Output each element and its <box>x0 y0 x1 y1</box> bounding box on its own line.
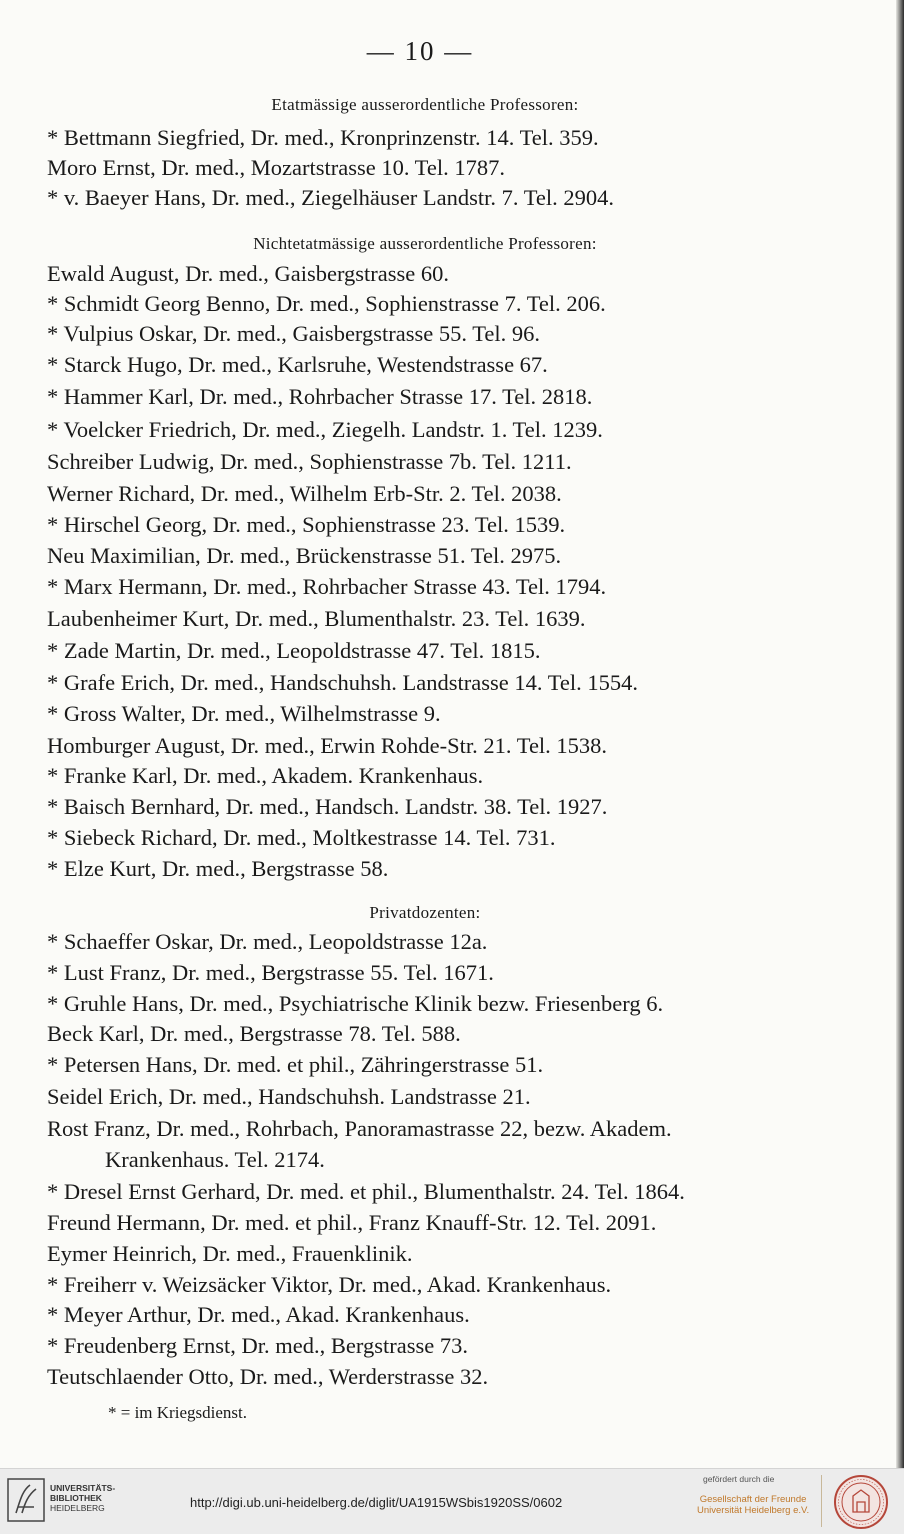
list-item: * Lust Franz, Dr. med., Bergstrasse 55. Tel. 1671. <box>47 960 494 985</box>
library-name-line: HEIDELBERG <box>50 1503 105 1513</box>
list-item: * Hammer Karl, Dr. med., Rohrbacher Strasse 17. Tel. 2818. <box>47 384 593 409</box>
library-name-line: UNIVERSITÄTS- <box>50 1483 116 1493</box>
list-item: Homburger August, Dr. med., Erwin Rohde-Str. 21. Tel. 1538. <box>47 733 608 758</box>
list-item: * Petersen Hans, Dr. med. et phil., Zähringerstrasse 51. <box>47 1052 544 1077</box>
list-item: Ewald August, Dr. med., Gaisbergstrasse 60. <box>47 261 450 286</box>
list-item: Neu Maximilian, Dr. med., Brückenstrasse 51. Tel. 2975. <box>47 543 562 568</box>
list-item: * Baisch Bernhard, Dr. med., Handsch. Landstr. 38. Tel. 1927. <box>47 794 608 819</box>
list-item: * Elze Kurt, Dr. med., Bergstrasse 58. <box>47 856 389 881</box>
sponsor-name-line: Universität Heidelberg e.V. <box>697 1505 810 1516</box>
list-item: * Franke Karl, Dr. med., Akadem. Krankenhaus. <box>47 763 484 788</box>
list-item: Freund Hermann, Dr. med. et phil., Franz Knauff-Str. 12. Tel. 2091. <box>47 1210 657 1235</box>
list-item: * v. Baeyer Hans, Dr. med., Ziegelhäuser Landstr. 7. Tel. 2904. <box>47 185 615 210</box>
list-item: Beck Karl, Dr. med., Bergstrasse 78. Tel. 588. <box>47 1021 461 1046</box>
list-item: * Gross Walter, Dr. med., Wilhelmstrasse 9. <box>47 701 441 726</box>
library-name-line: BIBLIOTHEK <box>50 1493 102 1503</box>
sponsor-name-line: Gesellschaft der Freunde <box>699 1494 807 1505</box>
list-item: * Gruhle Hans, Dr. med., Psychiatrische Klinik bezw. Friesenberg 6. <box>47 991 664 1016</box>
sponsor-name <box>697 1494 809 1516</box>
section-heading: Privatdozenten: <box>369 903 481 922</box>
list-item: Teutschlaender Otto, Dr. med., Werderstrasse 32. <box>47 1364 489 1389</box>
footnote: * = im Kriegsdienst. <box>108 1403 247 1422</box>
library-name <box>50 1483 115 1513</box>
list-item: * Freudenberg Ernst, Dr. med., Bergstrasse 73. <box>47 1333 468 1358</box>
list-item: * Voelcker Friedrich, Dr. med., Ziegelh. Landstr. 1. Tel. 1239. <box>47 417 603 442</box>
list-item: * Schmidt Georg Benno, Dr. med., Sophienstrasse 7. Tel. 206. <box>47 291 606 316</box>
list-item: Werner Richard, Dr. med., Wilhelm Erb-Str. 2. Tel. 2038. <box>47 481 562 506</box>
section-heading: Nichtetatmässige ausserordentliche Professoren: <box>253 234 597 253</box>
list-item: * Dresel Ernst Gerhard, Dr. med. et phil., Blumenthalstr. 24. Tel. 1864. <box>47 1179 685 1204</box>
university-seal-icon <box>833 1474 889 1530</box>
list-item: * Meyer Arthur, Dr. med., Akad. Krankenhaus. <box>47 1302 470 1327</box>
list-item: * Schaeffer Oskar, Dr. med., Leopoldstrasse 12a. <box>47 929 488 954</box>
list-item: * Bettmann Siegfried, Dr. med., Kronprinzenstr. 14. Tel. 359. <box>47 125 599 150</box>
list-item: * Vulpius Oskar, Dr. med., Gaisbergstrasse 55. Tel. 96. <box>47 321 541 346</box>
list-item: * Grafe Erich, Dr. med., Handschuhsh. Landstrasse 14. Tel. 1554. <box>47 670 638 695</box>
list-item: * Freiherr v. Weizsäcker Viktor, Dr. med., Akad. Krankenhaus. <box>47 1272 612 1297</box>
library-logo-icon <box>6 1477 46 1523</box>
list-item-continuation: Krankenhaus. Tel. 2174. <box>105 1147 325 1172</box>
footer-divider <box>821 1475 822 1527</box>
section-heading: Etatmässige ausserordentliche Professoren: <box>271 95 579 114</box>
page-edge-shadow <box>896 0 904 1468</box>
list-item: * Hirschel Georg, Dr. med., Sophienstrasse 23. Tel. 1539. <box>47 512 566 537</box>
viewer-footer <box>0 1468 904 1534</box>
list-item: Seidel Erich, Dr. med., Handschuhsh. Landstrasse 21. <box>47 1084 531 1109</box>
list-item: * Marx Hermann, Dr. med., Rohrbacher Strasse 43. Tel. 1794. <box>47 574 607 599</box>
sponsor-label: gefördert durch die <box>703 1474 775 1484</box>
list-item: Schreiber Ludwig, Dr. med., Sophienstrasse 7b. Tel. 1211. <box>47 449 572 474</box>
list-item: * Zade Martin, Dr. med., Leopoldstrasse 47. Tel. 1815. <box>47 638 541 663</box>
list-item: Moro Ernst, Dr. med., Mozartstrasse 10. Tel. 1787. <box>47 155 505 180</box>
permalink-url[interactable]: http://digi.ub.uni-heidelberg.de/diglit/UA1915WSbis1920SS/0602 <box>190 1495 563 1510</box>
list-item: Rost Franz, Dr. med., Rohrbach, Panoramastrasse 22, bezw. Akadem. <box>47 1116 672 1141</box>
list-item: * Siebeck Richard, Dr. med., Moltkestrasse 14. Tel. 731. <box>47 825 556 850</box>
list-item: Eymer Heinrich, Dr. med., Frauenklinik. <box>47 1241 413 1266</box>
list-item: * Starck Hugo, Dr. med., Karlsruhe, Westendstrasse 67. <box>47 352 548 377</box>
list-item: Laubenheimer Kurt, Dr. med., Blumenthalstr. 23. Tel. 1639. <box>47 606 586 631</box>
page-number: — 10 — <box>366 36 474 66</box>
